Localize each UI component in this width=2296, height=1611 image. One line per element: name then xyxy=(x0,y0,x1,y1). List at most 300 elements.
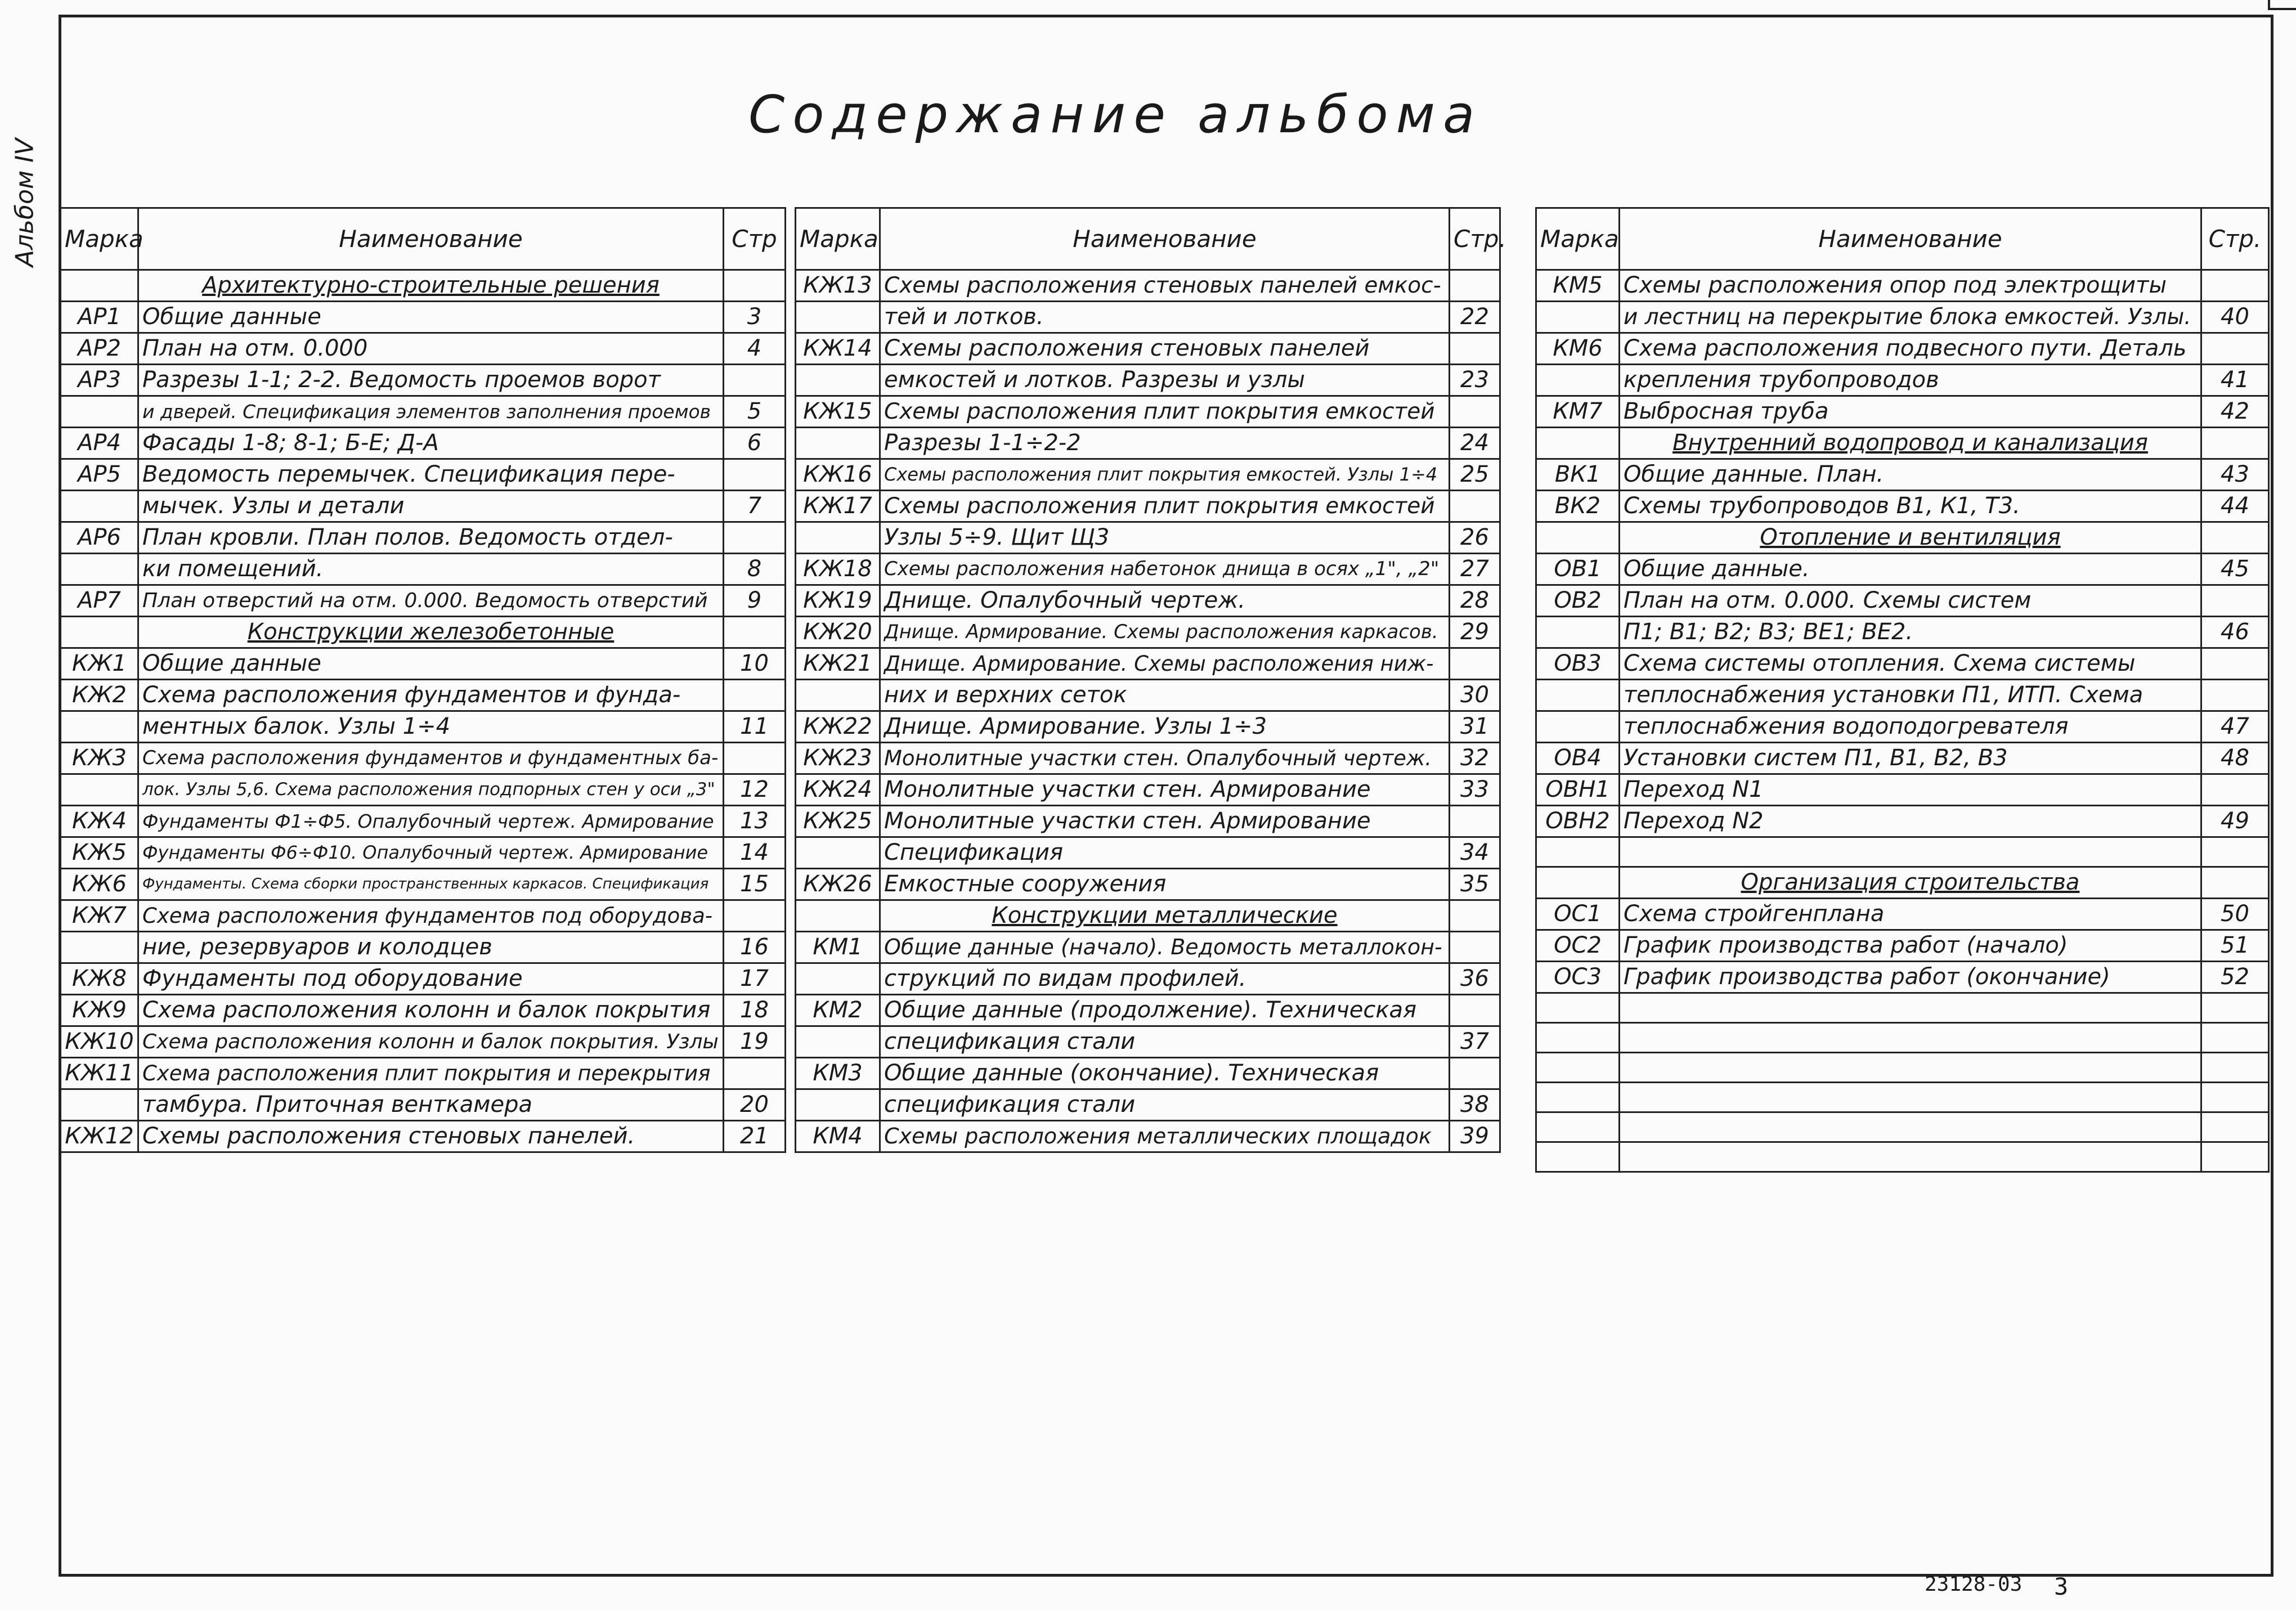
cell-mark xyxy=(1536,1112,1620,1142)
table-row xyxy=(796,680,1500,711)
table-row xyxy=(796,1026,1500,1058)
cell-name: Монолитные участки стен. Армирование xyxy=(880,774,1450,806)
table-row xyxy=(1536,333,2269,365)
cell-page: 30 xyxy=(1450,680,1500,711)
cell-page xyxy=(724,365,786,396)
page-title: Содержание альбома xyxy=(748,84,1483,145)
cell-mark: ВК1 xyxy=(1536,459,1620,491)
cell-name: Разрезы 1-1÷2-2 xyxy=(880,428,1450,459)
cell-page: 42 xyxy=(2201,396,2269,428)
cell-mark: ОВ3 xyxy=(1536,648,1620,680)
cell-page: 12 xyxy=(724,774,786,806)
cell-mark xyxy=(796,680,880,711)
cell-page: 6 xyxy=(724,428,786,459)
cell-mark: ОС1 xyxy=(1536,899,1620,930)
cell-mark: ОВ4 xyxy=(1536,743,1620,774)
table-row xyxy=(1536,554,2269,585)
cell-mark xyxy=(61,711,138,743)
header-mark: Марка xyxy=(1536,208,1620,270)
table-row xyxy=(1536,1112,2269,1142)
cell-page: 26 xyxy=(1450,522,1500,554)
table-row xyxy=(1536,867,2269,899)
cell-name: График производства работ (окончание) xyxy=(1620,962,2201,993)
cell-mark: КМ4 xyxy=(796,1121,880,1152)
cell-name xyxy=(1620,1112,2201,1142)
table-row xyxy=(796,365,1500,396)
cell-mark xyxy=(1536,365,1620,396)
table-row xyxy=(796,270,1500,302)
cell-mark: КЖ12 xyxy=(61,1121,138,1152)
cell-name: Установки систем П1, В1, В2, В3 xyxy=(1620,743,2201,774)
cell-page: 34 xyxy=(1450,837,1500,869)
table-row xyxy=(1536,774,2269,806)
cell-name: Схема системы отопления. Схема системы xyxy=(1620,648,2201,680)
table-row xyxy=(1536,491,2269,522)
album-label xyxy=(8,135,42,270)
cell-mark xyxy=(61,396,138,428)
table-row xyxy=(796,932,1500,963)
cell-page: 15 xyxy=(724,869,786,900)
cell-name: Фасады 1-8; 8-1; Б-Е; Д-А xyxy=(138,428,724,459)
cell-page xyxy=(2201,1023,2269,1053)
cell-page: 27 xyxy=(1450,554,1500,585)
cell-page: 22 xyxy=(1450,302,1500,333)
cell-name: Схема расположения колонн и балок покрытия xyxy=(138,995,724,1026)
cell-page xyxy=(724,459,786,491)
cell-page: 11 xyxy=(724,711,786,743)
cell-page: 4 xyxy=(724,333,786,365)
cell-mark: КЖ26 xyxy=(796,869,880,900)
cell-mark xyxy=(796,900,880,932)
cell-mark xyxy=(796,365,880,396)
cell-mark: КЖ3 xyxy=(61,743,138,774)
cell-page xyxy=(2201,993,2269,1023)
table-row xyxy=(1536,743,2269,774)
cell-mark: КЖ6 xyxy=(61,869,138,900)
table-row xyxy=(1536,648,2269,680)
cell-name: ки помещений. xyxy=(138,554,724,585)
cell-mark xyxy=(1536,993,1620,1023)
table-row xyxy=(61,1089,786,1121)
header-mark: Марка xyxy=(796,208,880,270)
table-row xyxy=(796,522,1500,554)
cell-mark: ОВ1 xyxy=(1536,554,1620,585)
cell-mark xyxy=(1536,1083,1620,1112)
cell-name: Фундаменты Ф6÷Ф10. Опалубочный чертеж. Армирование xyxy=(138,837,724,869)
table-row xyxy=(61,711,786,743)
cell-page xyxy=(2201,585,2269,617)
cell-page: 17 xyxy=(724,963,786,995)
cell-name: Схемы расположения плит покрытия емкостей xyxy=(880,396,1450,428)
table-row xyxy=(61,648,786,680)
header-page: Стр xyxy=(724,208,786,270)
cell-page xyxy=(2201,522,2269,554)
cell-mark xyxy=(1536,522,1620,554)
table-row xyxy=(796,1058,1500,1089)
cell-name: ние, резервуаров и колодцев xyxy=(138,932,724,963)
cell-page: 16 xyxy=(724,932,786,963)
cell-page xyxy=(724,617,786,648)
cell-mark: КМ1 xyxy=(796,932,880,963)
contents-table-2 xyxy=(795,207,1506,1153)
cell-name xyxy=(1620,1142,2201,1172)
cell-mark: КЖ5 xyxy=(61,837,138,869)
cell-mark xyxy=(61,774,138,806)
cell-page xyxy=(1450,932,1500,963)
cell-mark: КЖ18 xyxy=(796,554,880,585)
cell-page: 28 xyxy=(1450,585,1500,617)
cell-page: 47 xyxy=(2201,711,2269,743)
cell-page: 23 xyxy=(1450,365,1500,396)
cell-page xyxy=(2201,867,2269,899)
table-row xyxy=(61,396,786,428)
table-row xyxy=(796,743,1500,774)
cell-name: Разрезы 1-1; 2-2. Ведомость проемов ворот xyxy=(138,365,724,396)
table-row xyxy=(1536,1023,2269,1053)
cell-page: 39 xyxy=(1450,1121,1500,1152)
cell-page xyxy=(2201,1112,2269,1142)
corner-mark xyxy=(2268,0,2296,10)
cell-name: Схемы расположения набетонок днища в осях „1", „2" xyxy=(880,554,1450,585)
cell-page xyxy=(2201,1053,2269,1083)
cell-name: тамбура. Приточная венткамера xyxy=(138,1089,724,1121)
table-row xyxy=(1536,993,2269,1023)
table-row xyxy=(796,1089,1500,1121)
cell-mark: КЖ7 xyxy=(61,900,138,932)
table-row xyxy=(61,1026,786,1058)
table-row xyxy=(796,459,1500,491)
cell-page: 29 xyxy=(1450,617,1500,648)
cell-page xyxy=(2201,1083,2269,1112)
cell-page: 21 xyxy=(724,1121,786,1152)
cell-page: 33 xyxy=(1450,774,1500,806)
cell-mark: КЖ15 xyxy=(796,396,880,428)
cell-page xyxy=(2201,270,2269,302)
cell-name: Общие данные (начало). Ведомость металлокон- xyxy=(880,932,1450,963)
cell-name: План на отм. 0.000 xyxy=(138,333,724,365)
cell-mark: АР4 xyxy=(61,428,138,459)
table-row xyxy=(796,585,1500,617)
table-row xyxy=(61,270,786,302)
table-row xyxy=(796,963,1500,995)
cell-page xyxy=(724,680,786,711)
table-row xyxy=(1536,302,2269,333)
cell-page: 40 xyxy=(2201,302,2269,333)
cell-name: крепления трубопроводов xyxy=(1620,365,2201,396)
cell-mark xyxy=(1536,867,1620,899)
cell-page: 43 xyxy=(2201,459,2269,491)
table-row xyxy=(61,869,786,900)
contents-table-1 xyxy=(60,207,786,1153)
cell-name: Днище. Опалубочный чертеж. xyxy=(880,585,1450,617)
cell-mark: КЖ20 xyxy=(796,617,880,648)
table-row xyxy=(796,491,1500,522)
table-row xyxy=(61,1058,786,1089)
cell-mark xyxy=(796,837,880,869)
table-row xyxy=(796,302,1500,333)
cell-name: Схемы трубопроводов В1, К1, Т3. xyxy=(1620,491,2201,522)
cell-page: 8 xyxy=(724,554,786,585)
cell-page: 36 xyxy=(1450,963,1500,995)
cell-name: Конструкции железобетонные xyxy=(138,617,724,648)
table-row xyxy=(796,711,1500,743)
cell-name: Организация строительства xyxy=(1620,867,2201,899)
cell-page xyxy=(724,270,786,302)
table-row xyxy=(61,743,786,774)
table-row xyxy=(61,554,786,585)
cell-page: 13 xyxy=(724,806,786,837)
cell-mark xyxy=(61,932,138,963)
cell-mark: КЖ22 xyxy=(796,711,880,743)
cell-name: Днище. Армирование. Узлы 1÷3 xyxy=(880,711,1450,743)
cell-mark: КМ5 xyxy=(1536,270,1620,302)
cell-name: мычек. Узлы и детали xyxy=(138,491,724,522)
table-row xyxy=(796,806,1500,837)
cell-mark: ОС2 xyxy=(1536,930,1620,962)
table-row xyxy=(61,585,786,617)
cell-mark xyxy=(796,1089,880,1121)
cell-mark: КМ6 xyxy=(1536,333,1620,365)
table-row xyxy=(1536,1142,2269,1172)
cell-mark: КЖ11 xyxy=(61,1058,138,1089)
cell-page xyxy=(1450,806,1500,837)
cell-name: Монолитные участки стен. Опалубочный чертеж. xyxy=(880,743,1450,774)
cell-name: Внутренний водопровод и канализация xyxy=(1620,428,2201,459)
table-row xyxy=(61,932,786,963)
cell-page xyxy=(1450,491,1500,522)
cell-page: 20 xyxy=(724,1089,786,1121)
cell-page: 9 xyxy=(724,585,786,617)
cell-mark: КЖ24 xyxy=(796,774,880,806)
cell-name xyxy=(1620,1023,2201,1053)
cell-page xyxy=(1450,396,1500,428)
cell-name: Общие данные (продолжение). Техническая xyxy=(880,995,1450,1026)
cell-page: 46 xyxy=(2201,617,2269,648)
cell-page: 31 xyxy=(1450,711,1500,743)
cell-name: Схема расположения фундаментов и фунда- xyxy=(138,680,724,711)
cell-mark xyxy=(1536,428,1620,459)
cell-mark xyxy=(61,554,138,585)
cell-name: Выбросная труба xyxy=(1620,396,2201,428)
cell-page xyxy=(2201,333,2269,365)
cell-page: 32 xyxy=(1450,743,1500,774)
cell-name: Схемы расположения стеновых панелей. xyxy=(138,1121,724,1152)
cell-name: тей и лотков. xyxy=(880,302,1450,333)
cell-mark: ОВ2 xyxy=(1536,585,1620,617)
table-row xyxy=(1536,899,2269,930)
cell-mark: КЖ16 xyxy=(796,459,880,491)
cell-mark: АР1 xyxy=(61,302,138,333)
cell-mark: КЖ14 xyxy=(796,333,880,365)
cell-mark: ОС3 xyxy=(1536,962,1620,993)
cell-mark: АР2 xyxy=(61,333,138,365)
cell-name: План кровли. План полов. Ведомость отдел- xyxy=(138,522,724,554)
cell-name: Емкостные сооружения xyxy=(880,869,1450,900)
cell-mark: КЖ19 xyxy=(796,585,880,617)
table-row xyxy=(1536,806,2269,837)
table-row xyxy=(796,428,1500,459)
table-row xyxy=(1536,585,2269,617)
cell-page: 41 xyxy=(2201,365,2269,396)
cell-mark: КЖ10 xyxy=(61,1026,138,1058)
cell-name: Схема расположения фундаментов под оборудова- xyxy=(138,900,724,932)
cell-mark: КЖ4 xyxy=(61,806,138,837)
cell-page: 44 xyxy=(2201,491,2269,522)
cell-page xyxy=(2201,428,2269,459)
cell-mark: КЖ21 xyxy=(796,648,880,680)
table-row xyxy=(61,333,786,365)
cell-mark: КЖ17 xyxy=(796,491,880,522)
cell-name: Схемы расположения опор под электрощиты xyxy=(1620,270,2201,302)
table-row xyxy=(61,837,786,869)
cell-name: спецификация стали xyxy=(880,1026,1450,1058)
cell-mark: КЖ23 xyxy=(796,743,880,774)
table-row xyxy=(1536,365,2269,396)
cell-mark xyxy=(796,302,880,333)
cell-mark xyxy=(1536,680,1620,711)
table-row xyxy=(1536,617,2269,648)
cell-page xyxy=(2201,1142,2269,1172)
cell-name: лок. Узлы 5,6. Схема расположения подпорных стен у оси „3" xyxy=(138,774,724,806)
cell-mark xyxy=(1536,1053,1620,1083)
cell-name: Переход N1 xyxy=(1620,774,2201,806)
cell-name: Архитектурно-строительные решения xyxy=(138,270,724,302)
cell-name: Общие данные (окончание). Техническая xyxy=(880,1058,1450,1089)
cell-mark xyxy=(61,617,138,648)
cell-mark xyxy=(61,1089,138,1121)
cell-page: 37 xyxy=(1450,1026,1500,1058)
cell-name xyxy=(1620,1083,2201,1112)
album-label-text: Альбом IV xyxy=(10,138,39,267)
cell-name: и дверей. Спецификация элементов заполнения проемов xyxy=(138,396,724,428)
cell-page xyxy=(1450,900,1500,932)
cell-mark: КМ7 xyxy=(1536,396,1620,428)
cell-page xyxy=(724,743,786,774)
table-row xyxy=(61,1121,786,1152)
cell-page: 45 xyxy=(2201,554,2269,585)
cell-page: 24 xyxy=(1450,428,1500,459)
table-row xyxy=(796,995,1500,1026)
cell-mark xyxy=(796,522,880,554)
cell-page: 52 xyxy=(2201,962,2269,993)
table-row xyxy=(1536,1083,2269,1112)
cell-name: План на отм. 0.000. Схемы систем xyxy=(1620,585,2201,617)
cell-name: Фундаменты Ф1÷Ф5. Опалубочный чертеж. Армирование xyxy=(138,806,724,837)
table-row xyxy=(61,995,786,1026)
cell-page xyxy=(1450,333,1500,365)
cell-name: Общие данные xyxy=(138,648,724,680)
table-row xyxy=(796,837,1500,869)
cell-mark xyxy=(1536,1142,1620,1172)
cell-page: 7 xyxy=(724,491,786,522)
cell-name: них и верхних сеток xyxy=(880,680,1450,711)
cell-mark: КЖ13 xyxy=(796,270,880,302)
cell-page: 3 xyxy=(724,302,786,333)
cell-page xyxy=(724,1058,786,1089)
table-row xyxy=(61,680,786,711)
cell-name: струкций по видам профилей. xyxy=(880,963,1450,995)
cell-page: 14 xyxy=(724,837,786,869)
cell-name: План отверстий на отм. 0.000. Ведомость отверстий xyxy=(138,585,724,617)
cell-mark: ОВН2 xyxy=(1536,806,1620,837)
cell-name: Схема расположения подвесного пути. Деталь xyxy=(1620,333,2201,365)
cell-name: График производства работ (начало) xyxy=(1620,930,2201,962)
cell-name: Общие данные. xyxy=(1620,554,2201,585)
cell-name xyxy=(1620,837,2201,867)
header-name: Наименование xyxy=(138,208,724,270)
cell-name: Конструкции металлические xyxy=(880,900,1450,932)
table-row xyxy=(61,365,786,396)
cell-name: Ведомость перемычек. Спецификация пере- xyxy=(138,459,724,491)
cell-page xyxy=(1450,648,1500,680)
header-page: Стр. xyxy=(1450,208,1500,270)
cell-page xyxy=(1450,995,1500,1026)
cell-page xyxy=(724,522,786,554)
cell-mark: АР6 xyxy=(61,522,138,554)
cell-name: Днище. Армирование. Схемы расположения каркасов. xyxy=(880,617,1450,648)
cell-page xyxy=(2201,774,2269,806)
cell-page xyxy=(724,900,786,932)
table-row xyxy=(1536,428,2269,459)
header-name: Наименование xyxy=(880,208,1450,270)
cell-page xyxy=(2201,680,2269,711)
cell-name: Монолитные участки стен. Армирование xyxy=(880,806,1450,837)
header-mark: Марка xyxy=(61,208,138,270)
cell-page: 50 xyxy=(2201,899,2269,930)
cell-mark: ОВН1 xyxy=(1536,774,1620,806)
table-row xyxy=(1536,459,2269,491)
cell-name: Спецификация xyxy=(880,837,1450,869)
cell-mark xyxy=(796,963,880,995)
table-row xyxy=(61,522,786,554)
cell-name xyxy=(1620,993,2201,1023)
cell-mark: АР3 xyxy=(61,365,138,396)
cell-page: 49 xyxy=(2201,806,2269,837)
cell-name: Схема стройгенплана xyxy=(1620,899,2201,930)
table-row xyxy=(61,459,786,491)
sheet-number: 3 xyxy=(2054,1573,2069,1600)
cell-name: Схема расположения колонн и балок покрытия. Узлы xyxy=(138,1026,724,1058)
table-row xyxy=(796,648,1500,680)
table-row xyxy=(61,806,786,837)
table-row xyxy=(1536,396,2269,428)
cell-mark: КМ2 xyxy=(796,995,880,1026)
table-row xyxy=(61,617,786,648)
table-row xyxy=(796,900,1500,932)
table-row xyxy=(796,774,1500,806)
cell-mark xyxy=(61,270,138,302)
cell-mark: КЖ25 xyxy=(796,806,880,837)
cell-page xyxy=(1450,1058,1500,1089)
table-row xyxy=(61,491,786,522)
cell-name: и лестниц на перекрытие блока емкостей. Узлы. xyxy=(1620,302,2201,333)
table-row xyxy=(796,617,1500,648)
table-row xyxy=(61,963,786,995)
cell-page: 19 xyxy=(724,1026,786,1058)
table-row xyxy=(1536,962,2269,993)
cell-name: П1; В1; В2; В3; ВЕ1; ВЕ2. xyxy=(1620,617,2201,648)
cell-mark xyxy=(1536,837,1620,867)
table-row xyxy=(1536,270,2269,302)
cell-mark: ВК2 xyxy=(1536,491,1620,522)
cell-page xyxy=(2201,837,2269,867)
cell-name: емкостей и лотков. Разрезы и узлы xyxy=(880,365,1450,396)
cell-mark xyxy=(1536,302,1620,333)
cell-name: Отопление и вентиляция xyxy=(1620,522,2201,554)
cell-name: теплоснабжения водоподогревателя xyxy=(1620,711,2201,743)
cell-name: Схемы расположения стеновых панелей xyxy=(880,333,1450,365)
cell-name: теплоснабжения установки П1, ИТП. Схема xyxy=(1620,680,2201,711)
